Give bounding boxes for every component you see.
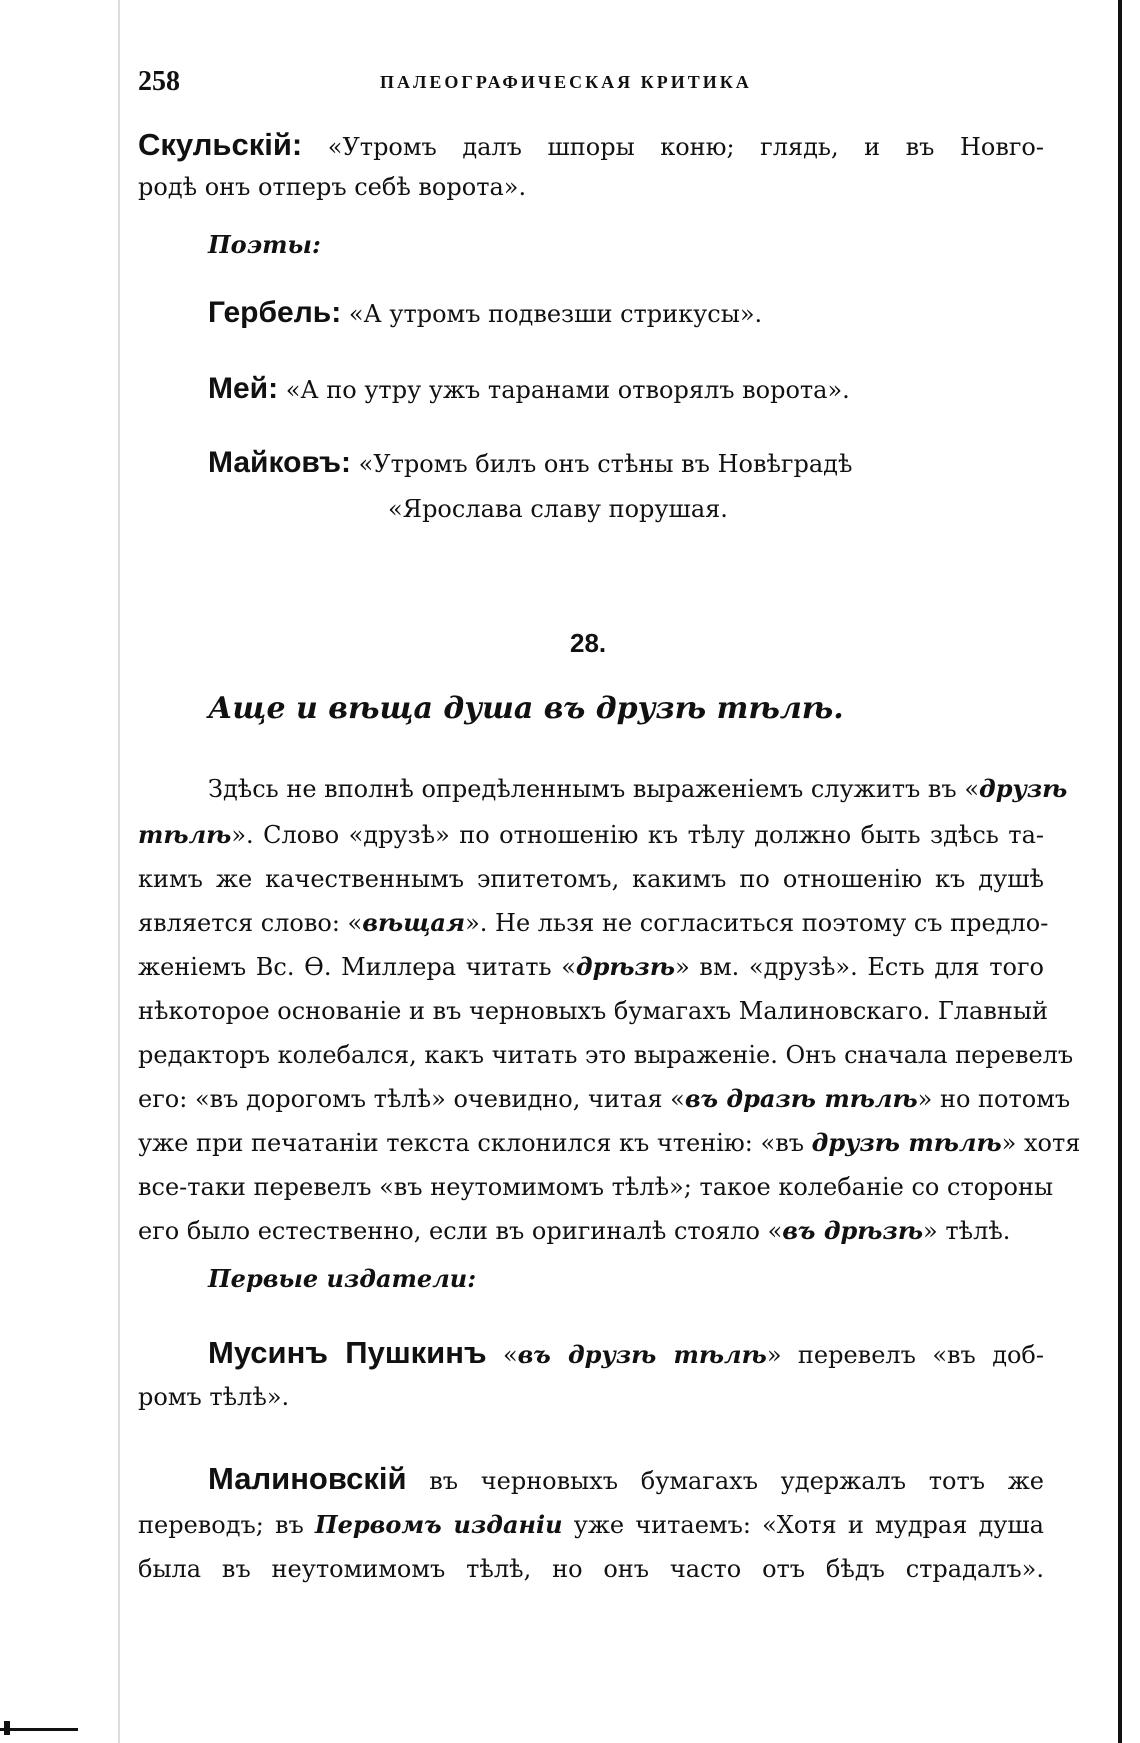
paragraph-text-pre: уже при печатаніи текста склонился къ чтенію: «въ — [138, 1129, 812, 1157]
pushkin-text-b: » перевелъ «въ доб- — [766, 1341, 1044, 1369]
maikov-text-2: «Ярослава славу порушая. — [388, 495, 728, 523]
paragraph-text-it: вѣщая — [362, 908, 466, 937]
paragraph-line — [138, 994, 1048, 1028]
paragraph-text-post: » вм. «друзѣ». Есть для того — [675, 953, 1044, 981]
pushkin-name: Мусинъ Пушкинъ — [208, 1335, 487, 1370]
paragraph-text-pre: его было естественно, если въ оригиналѣ стояло « — [138, 1217, 783, 1245]
skulsky-line-2: родѣ онъ отперъ себѣ ворота». — [138, 173, 527, 201]
malinovsky-name: Малиновскій — [208, 1461, 407, 1496]
page-edge-rule — [1118, 0, 1122, 1743]
maikov-name: Майковъ: — [208, 446, 351, 479]
paragraph-line — [138, 1214, 1044, 1248]
page-number: 258 — [138, 66, 180, 97]
mey-entry — [208, 372, 1114, 407]
paragraph-text-pre: является слово: « — [138, 909, 363, 937]
paragraph-text-pre: его: «въ дорогомъ тѣлѣ» очевидно, читая « — [138, 1085, 685, 1113]
skulsky-name: Скульскій: — [138, 127, 303, 162]
paragraph-line — [138, 862, 1044, 896]
mey-text: «А по утру ужъ таранами отворялъ ворота». — [285, 376, 850, 404]
paragraph-text-it: друзѣ тѣлѣ — [811, 1128, 1002, 1157]
skulsky-text-1: «Утромъ далъ шпоры коню; глядь, и въ Новго- — [327, 133, 1044, 161]
malinovsky-text-2-italic: Первомъ изданіи — [314, 1510, 563, 1539]
gerbel-entry — [208, 296, 1114, 331]
paragraph-text-it: въ дрѣзѣ — [782, 1216, 924, 1245]
page-gutter-shadow — [118, 0, 120, 1743]
gerbel-text: «А утромъ подвезши стрикусы». — [348, 300, 763, 328]
paragraph-text-pre: редакторъ колебался, какъ читать это выраженіе. Онъ сначала перевелъ — [138, 1041, 1074, 1069]
paragraph-line — [138, 1082, 1071, 1116]
paragraph-text-pre: нѣкоторое основаніе и въ черновыхъ бумагахъ Малиновскаго. Главный — [138, 997, 1048, 1025]
poets-label: Поэты: — [208, 230, 321, 259]
malinovsky-text-2a: переводъ; въ — [138, 1511, 315, 1539]
paragraph-line — [138, 950, 1044, 984]
pushkin-line-1 — [208, 1336, 1044, 1372]
paragraph-text-pre: все-таки перевелъ «въ неутомимомъ тѣлѣ»; такое колебаніе со стороны — [138, 1173, 1054, 1201]
paragraph-line — [138, 1170, 1054, 1204]
section-title: Аще и вѣща душа въ друзѣ тѣлѣ. — [208, 691, 844, 726]
pushkin-text-a: « — [502, 1341, 518, 1369]
malinovsky-line-2 — [138, 1508, 1044, 1542]
paragraph-line — [138, 1038, 1074, 1072]
paragraph-text-it: дрѣзѣ — [575, 952, 676, 981]
section-number: 28. — [570, 628, 607, 658]
paragraph-text-pre: Здѣсь не вполнѣ опредѣленнымъ выраженіемъ служитъ въ « — [208, 775, 979, 803]
malinovsky-text-2b: уже читаемъ: «Хотя и мудрая душа — [562, 1511, 1044, 1539]
corner-mark — [0, 1728, 78, 1731]
paragraph-text-it: въ дразѣ тѣлѣ — [684, 1084, 918, 1113]
paragraph-text-post: ». Слово «друзѣ» по отношенію къ тѣлу должно быть здѣсь та- — [231, 821, 1044, 849]
skulsky-line-1 — [138, 128, 1044, 164]
paragraph-line — [138, 906, 1049, 940]
paragraph-text-post: » но потомъ — [917, 1085, 1071, 1113]
paragraph-text-it: тѣлѣ — [138, 820, 232, 849]
paragraph-text-pre: кимъ же качественнымъ эпитетомъ, какимъ по отношенію къ душѣ — [138, 865, 1044, 893]
pushkin-text-italic: въ друзѣ тѣлѣ — [517, 1340, 767, 1369]
maikov-entry — [208, 446, 1114, 481]
gerbel-name: Гербель: — [208, 296, 342, 329]
paragraph-text-post: » тѣлѣ. — [923, 1217, 1011, 1245]
paragraph-text-post: » хотя — [1001, 1129, 1081, 1157]
paragraph-text-post: ». Не льзя не согласиться поэтому съ предло- — [465, 909, 1049, 937]
paragraph-text-pre: женіемъ Вс. Ѳ. Миллера читать « — [138, 953, 576, 981]
first-editors-label: Первые издатели: — [208, 1264, 477, 1293]
paragraph-line — [138, 818, 1044, 852]
malinovsky-line-3: была въ неутомимомъ тѣлѣ, но онъ часто отъ бѣдъ страдалъ». — [138, 1555, 1044, 1583]
running-title: ПАЛЕОГРАФИЧЕСКАЯ КРИТИКА — [380, 72, 752, 92]
paragraph-text-it: друзѣ — [979, 774, 1068, 803]
maikov-text-1: «Утромъ билъ онъ стѣны въ Новѣградѣ — [358, 450, 853, 478]
paragraph-line — [208, 772, 1068, 806]
malinovsky-text-1: въ черновыхъ бумагахъ удержалъ тотъ же — [429, 1467, 1044, 1495]
pushkin-line-2: ромъ тѣлѣ». — [138, 1383, 290, 1411]
mey-name: Мей: — [208, 372, 279, 405]
malinovsky-line-1 — [208, 1462, 1044, 1498]
paragraph-line — [138, 1126, 1081, 1160]
